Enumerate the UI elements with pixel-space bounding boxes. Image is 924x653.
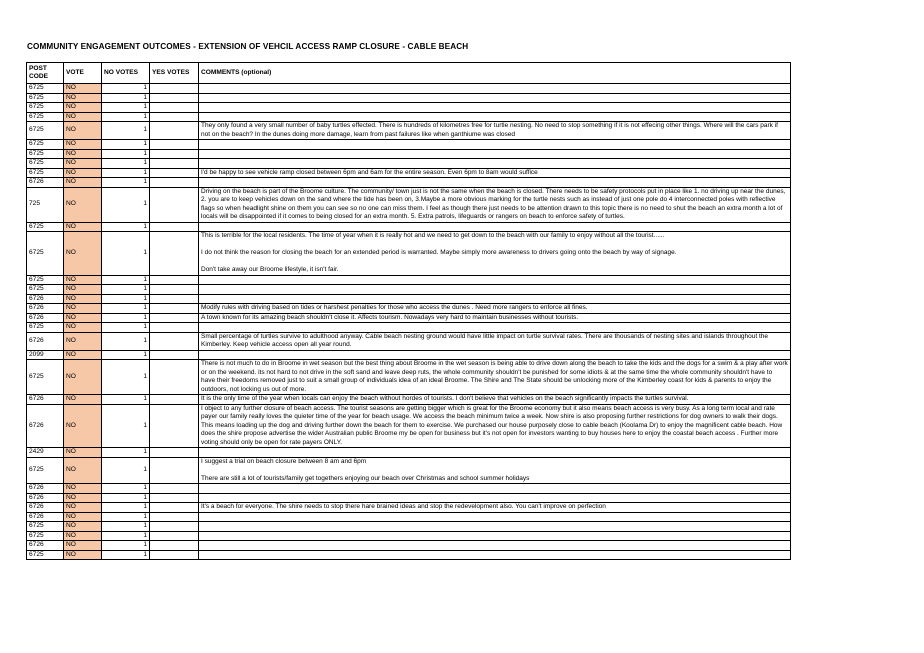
table-row [27,93,791,103]
comment-paragraph: They only found a very small number of baby turtles effected. There is hundreds of kilometres free for turtle nesting. No need to stop something if it is not effecing other things. Where will the cars park if not on the beach? In the dunes doing more damage, learn from past failures like when ganthiume was closed [201,122,778,138]
comment-cell [199,531,791,541]
vote-cell: NO [64,550,102,560]
document-title: COMMUNITY ENGAGEMENT OUTCOMES - EXTENSION OF VEHCIL ACCESS RAMP CLOSURE - CABLE BEACH [27,42,469,51]
no-votes-cell: 1 [102,294,150,304]
comment-cell [199,275,791,285]
table-row [27,484,791,494]
no-votes-cell: 1 [102,304,150,314]
table-row [27,84,791,94]
yes-votes-cell [150,531,199,541]
yes-votes-cell [150,222,199,232]
no-votes-cell: 1 [102,484,150,494]
comment-cell [199,512,791,522]
yes-votes-cell [150,493,199,503]
no-votes-header: NO VOTES [102,63,150,84]
comment-paragraph: Modify rules with driving based on tides or harshest penalties for those who access the dunes . Need more rangers to enforce all fines. [201,304,588,311]
table-row [27,395,791,405]
comment-cell [199,395,791,405]
comment-cell [199,313,791,323]
postcode-cell: 6725 [27,360,64,395]
postcode-cell: 6726 [27,395,64,405]
postcode-cell: 6725 [27,275,64,285]
no-votes-cell: 1 [102,168,150,178]
no-votes-cell: 1 [102,103,150,113]
yes-votes-cell [150,285,199,295]
postcode-cell: 6725 [27,112,64,122]
postcode-cell: 6725 [27,457,64,484]
vote-cell: NO [64,484,102,494]
postcode-cell: 6725 [27,122,64,140]
votes-table [26,62,791,560]
table-row [27,140,791,150]
vote-cell: NO [64,512,102,522]
postcode-cell: 6725 [27,285,64,295]
yes-votes-cell [150,395,199,405]
yes-votes-cell [150,103,199,113]
table-row [27,503,791,513]
no-votes-cell: 1 [102,93,150,103]
comment-paragraph: Small percentage of turtles survive to adulthood anyway. Cable beach nesting ground would have little impact on turtle survival rates. There are thousands of nesting sites and islands throughout the Kimberley. Keep vehicle access open all year round. [201,332,769,348]
vote-cell: NO [64,541,102,551]
postcode-header: POST CODE [27,63,64,84]
no-votes-cell: 1 [102,285,150,295]
comment-cell [199,159,791,169]
postcode-cell: 725 [27,187,64,222]
no-votes-cell: 1 [102,448,150,458]
comment-cell [199,103,791,113]
comment-paragraph: Driving on the beach is part of the Broome culture. The community/ town just is not the same when the beach is closed. There needs to be safety protocols put in place like 1. no driving up near the dunes, 2. you are to keep vehicles down on the sand where the tide has been on, 3.Maybe a more obvious marking for the turtle nests such as instead of just one pole do 4 interconnected poles with reflective flags so when headlight shine on them you can see so no one can miss them. I feel as though there just needs to be attention drawn to this topic there is no need to shut the beach an extra month a lot of locals will be disappointed if it comes to being closed for an extra month. 5. Extra patrols, lifeguards or rangers on beach to enforce safety of turtles. [201,187,786,220]
vote-cell: NO [64,294,102,304]
yes-votes-cell [150,140,199,150]
yes-votes-cell [150,187,199,222]
comment-cell [199,332,791,350]
vote-cell: NO [64,448,102,458]
vote-cell: NO [64,149,102,159]
table-row [27,404,791,448]
vote-cell: NO [64,304,102,314]
yes-votes-cell [150,275,199,285]
vote-cell: NO [64,140,102,150]
yes-votes-cell [150,84,199,94]
comment-paragraph: I suggest a trial on beach closure between 8 am and 6pm [201,457,367,465]
no-votes-cell: 1 [102,275,150,285]
no-votes-cell: 1 [102,313,150,323]
comment-cell [199,187,791,222]
table-row [27,332,791,350]
comment-cell [199,323,791,333]
comment-cell [199,404,791,448]
no-votes-cell: 1 [102,84,150,94]
comment-cell [199,522,791,532]
table-row [27,304,791,314]
vote-cell: NO [64,84,102,94]
comment-cell [199,112,791,122]
comment-paragraph: There are still a lot of tourists/family get togethers enjoying our beach over Christmas and school summer holidays [201,474,530,482]
yes-votes-cell [150,159,199,169]
no-votes-cell: 1 [102,232,150,276]
comment-cell [199,178,791,188]
no-votes-cell: 1 [102,360,150,395]
comment-cell [199,457,791,484]
comment-cell [199,122,791,140]
yes-votes-cell [150,304,199,314]
comment-paragraph: It's a beach for everyone. The shire needs to stop there hare brained ideas and stop the redevelopment also. You can't improve on perfection [201,503,606,510]
no-votes-cell: 1 [102,493,150,503]
yes-votes-cell [150,332,199,350]
postcode-cell: 6725 [27,232,64,276]
no-votes-cell: 1 [102,522,150,532]
postcode-cell: 6726 [27,332,64,350]
postcode-cell: 6726 [27,404,64,448]
table-row [27,103,791,113]
postcode-cell: 6725 [27,149,64,159]
table-row [27,285,791,295]
yes-votes-cell [150,149,199,159]
yes-votes-cell [150,313,199,323]
no-votes-cell: 1 [102,541,150,551]
vote-cell: NO [64,103,102,113]
table-row [27,360,791,395]
comment-paragraph: This is terrible for the local residents. The time of year when it is really hot and we need to get down to the beach with our family to enjoy without all the tourist...... [201,232,665,239]
postcode-cell: 6726 [27,512,64,522]
vote-cell: NO [64,187,102,222]
no-votes-cell: 1 [102,159,150,169]
comment-cell [199,493,791,503]
yes-votes-cell [150,404,199,448]
no-votes-cell: 1 [102,457,150,484]
postcode-cell: 6726 [27,541,64,551]
comment-cell [199,149,791,159]
vote-cell: NO [64,457,102,484]
vote-cell: NO [64,531,102,541]
vote-cell: NO [64,93,102,103]
vote-cell: NO [64,159,102,169]
vote-cell: NO [64,332,102,350]
postcode-cell: 6726 [27,304,64,314]
comment-paragraph: I object to any further closure of beach access. The tourist seasons are getting bigger which is great for the Broome economy but it also means beach access is very busy. As a long term local and rate payer our family really loves the quieter time of the year for beach usage. We access the beach minimum twice a week. Now shire is also proposing further restrictions for dog owners to walk their dogs. This means loading up the dog and driving further down the beach for them to exercise. We purchased our house purposely close to cable beach (Koolama Dr) to enjoy the magnificent cable beach. How does the shire propose advertise the wider Australian public Broome my be open for business but it's not open for investors wanting to buy houses here to enjoy the coastal beach access . Further more voting should only be open for rate payers ONLY. [201,404,783,446]
vote-cell: NO [64,323,102,333]
comment-paragraph: A town known for its amazing beach shouldn't close it. Affects tourism. Nowadays very hard to maintain businesses without tourists. [201,313,579,321]
yes-votes-cell [150,178,199,188]
table-row [27,313,791,323]
no-votes-cell: 1 [102,512,150,522]
yes-votes-cell [150,93,199,103]
table-row [27,232,791,276]
vote-cell: NO [64,395,102,405]
comment-paragraph: I do not think the reason for closing the beach for an extended period is warranted. Maybe simply more awareness to drivers going onto the beach by way of signage. [201,249,677,256]
vote-cell: NO [64,122,102,140]
table-row [27,222,791,232]
postcode-cell: 6725 [27,323,64,333]
comment-cell [199,350,791,360]
vote-cell: NO [64,112,102,122]
yes-votes-cell [150,294,199,304]
table-row [27,149,791,159]
table-row [27,541,791,551]
vote-cell: NO [64,178,102,188]
vote-cell: NO [64,285,102,295]
no-votes-cell: 1 [102,222,150,232]
vote-cell: NO [64,522,102,532]
vote-cell: NO [64,168,102,178]
no-votes-cell: 1 [102,404,150,448]
comment-cell [199,140,791,150]
vote-cell: NO [64,493,102,503]
no-votes-cell: 1 [102,149,150,159]
comment-cell [199,84,791,94]
table-row [27,178,791,188]
table-row [27,168,791,178]
no-votes-cell: 1 [102,503,150,513]
postcode-cell: 6726 [27,313,64,323]
table-row [27,159,791,169]
postcode-cell: 6726 [27,178,64,188]
header-row [27,63,791,84]
vote-cell: NO [64,350,102,360]
no-votes-cell: 1 [102,140,150,150]
comment-paragraph: Don't take away our Broome lifestyle, it isn't fair. [201,266,339,273]
yes-votes-cell [150,360,199,395]
no-votes-cell: 1 [102,350,150,360]
comment-cell [199,550,791,560]
table-row [27,493,791,503]
table-row [27,550,791,560]
table-row [27,512,791,522]
postcode-cell: 6726 [27,493,64,503]
comment-cell [199,168,791,178]
comment-cell [199,448,791,458]
no-votes-cell: 1 [102,178,150,188]
yes-votes-cell [150,112,199,122]
comment-paragraph: It is the only time of the year when locals can enjoy the beach without hordes of tourists. I don't believe that vehicles on the beach significantly impacts the turtles survival. [201,395,689,402]
comment-cell [199,541,791,551]
postcode-cell: 6725 [27,103,64,113]
no-votes-cell: 1 [102,550,150,560]
comment-paragraph: There is not much to do in Broome in wet season but the best thing about Broome in the wet season is being able to drive down along the beach to take the kids and the dogs for a swim & a play after work or on the weekend. its not hard to not drive in the soft sand and leave deep ruts, the whole community shouldn't be punished for some idiots & at the same time the whole community shouldn't have to have their freedoms removed just to suit a small group of individuals idea of an ideal Broome. The Shire and The State should be unlocking more of the Kimberley coast for kids & parents to enjoy the outdoors, not locking us out of more. [201,360,788,393]
table-row [27,457,791,484]
table-row [27,448,791,458]
postcode-cell: 6726 [27,294,64,304]
no-votes-cell: 1 [102,395,150,405]
yes-votes-cell [150,448,199,458]
postcode-cell: 6725 [27,522,64,532]
postcode-cell: 6725 [27,550,64,560]
yes-votes-cell [150,168,199,178]
table-row [27,531,791,541]
vote-cell: NO [64,222,102,232]
comment-cell [199,294,791,304]
yes-votes-cell [150,457,199,484]
yes-votes-cell [150,350,199,360]
table-row [27,122,791,140]
table-row [27,275,791,285]
yes-votes-cell [150,484,199,494]
comment-cell [199,222,791,232]
postcode-cell: 2429 [27,448,64,458]
postcode-cell: 6725 [27,84,64,94]
postcode-cell: 6726 [27,503,64,513]
postcode-cell: 6725 [27,222,64,232]
comment-cell [199,285,791,295]
comments-header: COMMENTS (optional) [199,63,791,84]
postcode-cell: 6725 [27,140,64,150]
no-votes-cell: 1 [102,332,150,350]
postcode-cell: 6725 [27,531,64,541]
table-row [27,187,791,222]
comment-paragraph: I'd be happy to see vehicle ramp closed between 6pm and 6am for the entire season. Even 6pm to 8am would suffice [201,168,538,176]
no-votes-cell: 1 [102,531,150,541]
postcode-cell: 6725 [27,159,64,169]
vote-cell: NO [64,360,102,395]
table-body [27,84,791,560]
comment-cell [199,503,791,513]
yes-votes-cell [150,512,199,522]
table-row [27,294,791,304]
comment-cell [199,484,791,494]
postcode-cell: 2099 [27,350,64,360]
yes-votes-cell [150,323,199,333]
table-row [27,323,791,333]
vote-cell: NO [64,404,102,448]
comment-cell [199,232,791,276]
yes-votes-cell [150,503,199,513]
postcode-cell: 6725 [27,93,64,103]
postcode-cell: 6725 [27,168,64,178]
vote-cell: NO [64,232,102,276]
no-votes-cell: 1 [102,112,150,122]
no-votes-cell: 1 [102,323,150,333]
table-row [27,112,791,122]
comment-cell [199,360,791,395]
comment-cell [199,304,791,314]
yes-votes-cell [150,232,199,276]
postcode-cell: 6726 [27,484,64,494]
yes-votes-cell [150,550,199,560]
vote-header: VOTE [64,63,102,84]
comment-cell [199,93,791,103]
table-row [27,522,791,532]
yes-votes-cell [150,122,199,140]
vote-cell: NO [64,275,102,285]
table-row [27,350,791,360]
yes-votes-cell [150,522,199,532]
vote-cell: NO [64,503,102,513]
no-votes-cell: 1 [102,187,150,222]
yes-votes-header: YES VOTES [150,63,199,84]
no-votes-cell: 1 [102,122,150,140]
vote-cell: NO [64,313,102,323]
yes-votes-cell [150,541,199,551]
